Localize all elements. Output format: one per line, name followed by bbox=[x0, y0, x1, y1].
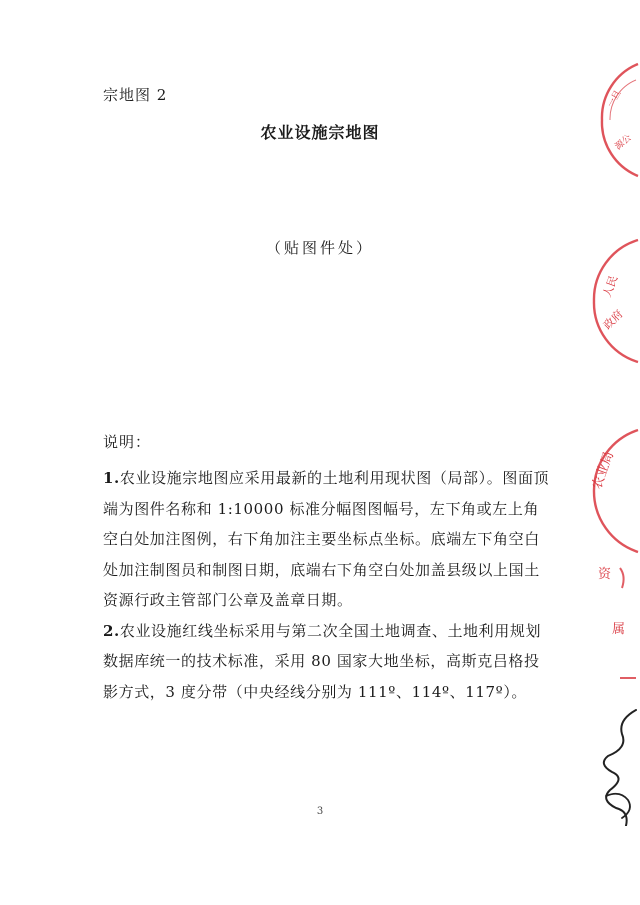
image-placeholder: （贴图件处） bbox=[265, 239, 374, 257]
seal-lower-right bbox=[586, 428, 640, 688]
note-item-2: 2.农业设施红线坐标采用与第二次全国土地调查、土地利用规划数据库统一的技术标准，采用 80 国家大地坐标，高斯克吕格投影方式，3 度分带（中央经线分别为 111º、114º、117º）。 bbox=[103, 621, 542, 701]
note-item-1: 1.农业设施宗地图应采用最新的土地利用现状图（局部）。图面顶端为图件名称和 1:10000 标准分幅图图幅号，左下角或左上角空白处加注图例，右下角加注主要坐标点坐标。底端左下角空白处加注制图员和制图日期，底端右下角空白处加盖县级以上国土资源行政主管部门公章及盖章日期。 bbox=[103, 469, 550, 609]
svg-text:人民: 人民 bbox=[600, 273, 621, 300]
doc-label: 宗地图 2 bbox=[103, 86, 168, 104]
notes-list bbox=[103, 463, 553, 707]
page-number: 3 bbox=[316, 806, 324, 817]
page-title: 农业设施宗地图 bbox=[260, 123, 380, 142]
svg-text:属: 属 bbox=[612, 622, 626, 637]
svg-text:政府: 政府 bbox=[600, 307, 626, 333]
notes-heading: 说明： bbox=[103, 433, 152, 451]
svg-text:源公: 源公 bbox=[613, 133, 634, 153]
svg-text:一旦: 一旦 bbox=[605, 88, 624, 110]
svg-text:农业局: 农业局 bbox=[589, 449, 618, 492]
svg-text:资: 资 bbox=[598, 567, 612, 582]
